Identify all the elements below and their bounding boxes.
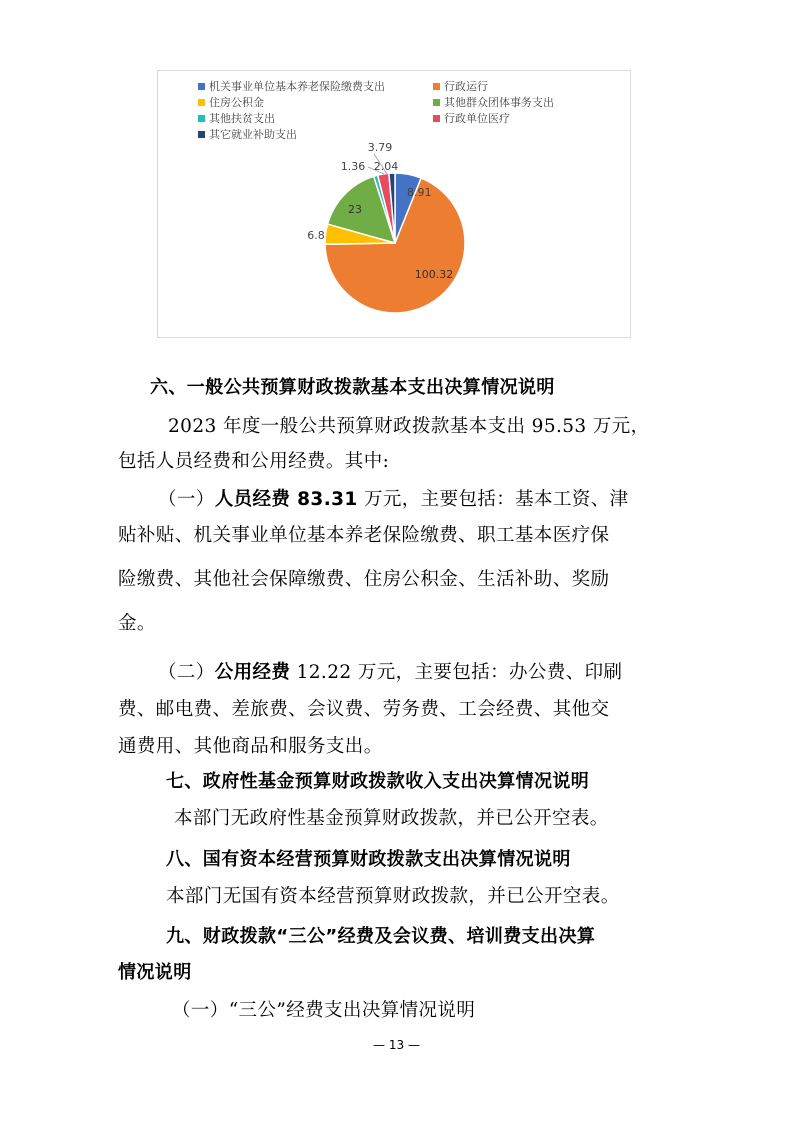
data-label: 23 — [348, 203, 362, 216]
legend-label: 行政运行 — [444, 80, 488, 93]
section8-text: 本部门无国有资本经营预算财政拨款，并已公开空表。 — [166, 886, 620, 907]
section6-heading: 六、一般公共预算财政拨款基本支出决算情况说明 — [150, 377, 555, 398]
section9-sub1: （一）“三公”经费支出决算情况说明 — [172, 1000, 476, 1021]
data-label: 8.91 — [407, 186, 432, 199]
item2-line3: 通费用、其他商品和服务支出。 — [118, 736, 383, 757]
item1-line1 — [158, 487, 629, 513]
legend-label: 住房公积金 — [209, 96, 264, 109]
pie-chart — [157, 70, 631, 338]
data-label: 6.8 — [307, 229, 325, 242]
data-label: 100.32 — [414, 268, 454, 281]
data-label: 2.04 — [373, 160, 399, 173]
legend-label: 其它就业补助支出 — [209, 128, 297, 141]
item2-bold: 公用经费 — [214, 662, 291, 683]
section8-heading: 八、国有资本经营预算财政拨款支出决算情况说明 — [166, 849, 571, 870]
section9-heading-line1: 九、财政拨款“三公”经费及会议费、培训费支出决算 — [166, 926, 596, 947]
item1-line4: 金。 — [118, 613, 156, 634]
legend-label: 其他群众团体事务支出 — [444, 96, 554, 109]
section9-heading-line2: 情况说明 — [118, 962, 192, 983]
data-label: 1.36 — [340, 160, 366, 173]
legend-label: 其他扶贫支出 — [209, 112, 275, 125]
item2-line1 — [158, 660, 622, 686]
legend-label: 行政单位医疗 — [444, 112, 510, 125]
item1-prefix: （一） — [158, 489, 215, 510]
page-number: — 13 — — [373, 1038, 420, 1052]
item2-rest: 12.22 万元，主要包括：办公费、印刷 — [290, 662, 623, 683]
data-label: 3.79 — [367, 141, 393, 154]
item2-prefix: （二） — [158, 662, 215, 683]
section6-para1-line2: 包括人员经费和公用经费。其中: — [118, 451, 390, 472]
legend-label: 机关事业单位基本养老保险缴费支出 — [209, 80, 385, 93]
item2-line2: 费、邮电费、差旅费、会议费、劳务费、工会经费、其他交 — [118, 699, 610, 720]
item1-rest: 万元，主要包括：基本工资、津 — [357, 489, 629, 510]
item1-line3: 险缴费、其他社会保障缴费、住房公积金、生活补助、奖励 — [118, 569, 610, 590]
section7-text: 本部门无政府性基金预算财政拨款，并已公开空表。 — [174, 808, 609, 829]
item1-line2: 贴补贴、机关事业单位基本养老保险缴费、职工基本医疗保 — [118, 525, 610, 546]
pie-plot — [158, 71, 632, 339]
section6-para1-line1: 2023 年度一般公共预算财政拨款基本支出 95.53 万元， — [168, 416, 650, 437]
section7-heading: 七、政府性基金预算财政拨款收入支出决算情况说明 — [166, 771, 590, 792]
item1-bold: 人员经费 83.31 — [214, 489, 358, 510]
